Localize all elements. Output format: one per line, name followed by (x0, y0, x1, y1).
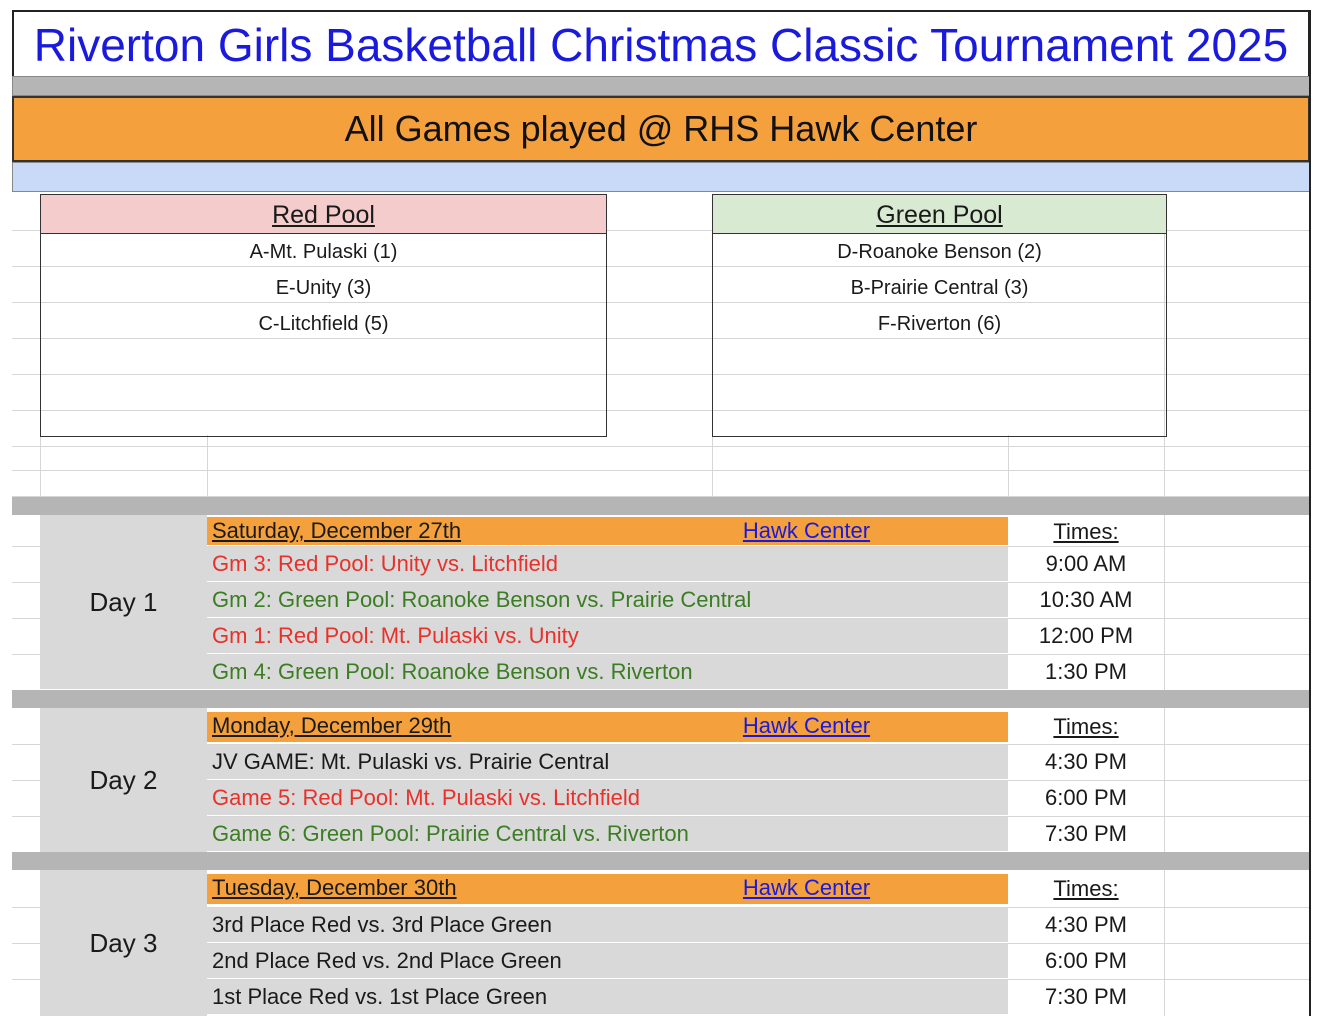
separator-bar (12, 76, 1310, 96)
pool-team: E-Unity (3) (275, 277, 372, 299)
pool-team: F-Riverton (6) (877, 313, 1002, 335)
game-row: Game 6: Green Pool: Prairie Central vs. Riverton (207, 817, 1008, 851)
game-row: Gm 2: Green Pool: Roanoke Benson vs. Prairie Central (207, 583, 1008, 617)
game-time: 7:30 PM (1045, 984, 1127, 1009)
game-row: JV GAME: Mt. Pulaski vs. Prairie Central (207, 745, 1008, 779)
pool-team: B-Prairie Central (3) (850, 277, 1029, 299)
game-row: Game 5: Red Pool: Mt. Pulaski vs. Litchfield (207, 781, 1008, 815)
page-title: Riverton Girls Basketball Christmas Classic Tournament 2025 (12, 10, 1310, 76)
game-row: Gm 4: Green Pool: Roanoke Benson vs. Riverton (207, 655, 1008, 689)
venue-link[interactable]: Hawk Center (605, 517, 1008, 545)
day-date: Monday, December 29th (207, 712, 605, 742)
grid-line (1008, 435, 1009, 497)
grid-line (712, 435, 713, 497)
times-label: Times: (1053, 519, 1119, 544)
day-date: Tuesday, December 30th (207, 874, 605, 904)
game-time: 4:30 PM (1045, 749, 1127, 774)
game-row: 3rd Place Red vs. 3rd Place Green (207, 908, 1008, 942)
separator-bar (12, 852, 1310, 870)
green-pool-header: Green Pool (713, 195, 1166, 234)
pool-team: C-Litchfield (5) (258, 313, 389, 335)
game-row: 1st Place Red vs. 1st Place Green (207, 980, 1008, 1014)
game-time: 6:00 PM (1045, 948, 1127, 973)
times-label: Times: (1053, 876, 1119, 901)
pool-team: D-Roanoke Benson (2) (837, 241, 1042, 263)
venue-link[interactable]: Hawk Center (605, 874, 1008, 904)
game-row: Gm 1: Red Pool: Mt. Pulaski vs. Unity (207, 619, 1008, 653)
red-pool-header: Red Pool (41, 195, 606, 234)
day-date: Saturday, December 27th (207, 517, 605, 545)
times-label: Times: (1053, 714, 1119, 739)
game-time: 12:00 PM (1038, 623, 1134, 648)
green-pool-box (712, 194, 1167, 437)
venue-link[interactable]: Hawk Center (605, 712, 1008, 742)
separator-bar (12, 497, 1310, 515)
blue-separator-bar (12, 162, 1310, 192)
grid-line (207, 435, 208, 497)
day-label: Day 3 (40, 870, 207, 1016)
game-row: 2nd Place Red vs. 2nd Place Green (207, 944, 1008, 978)
day-label: Day 2 (40, 708, 207, 852)
venue-banner: All Games played @ RHS Hawk Center (12, 96, 1310, 162)
game-time: 6:00 PM (1045, 785, 1127, 810)
game-time: 1:30 PM (1045, 659, 1127, 684)
game-row: Gm 3: Red Pool: Unity vs. Litchfield (207, 547, 1008, 581)
grid-line (40, 435, 41, 497)
day-label: Day 1 (40, 515, 207, 689)
pool-team: A-Mt. Pulaski (1) (249, 241, 398, 263)
game-time: 9:00 AM (1045, 551, 1127, 576)
game-time: 10:30 AM (1039, 587, 1133, 612)
game-time: 4:30 PM (1045, 912, 1127, 937)
red-pool-box (40, 194, 607, 437)
sheet-border (1309, 10, 1311, 1016)
separator-bar (12, 690, 1310, 708)
game-time: 7:30 PM (1045, 821, 1127, 846)
